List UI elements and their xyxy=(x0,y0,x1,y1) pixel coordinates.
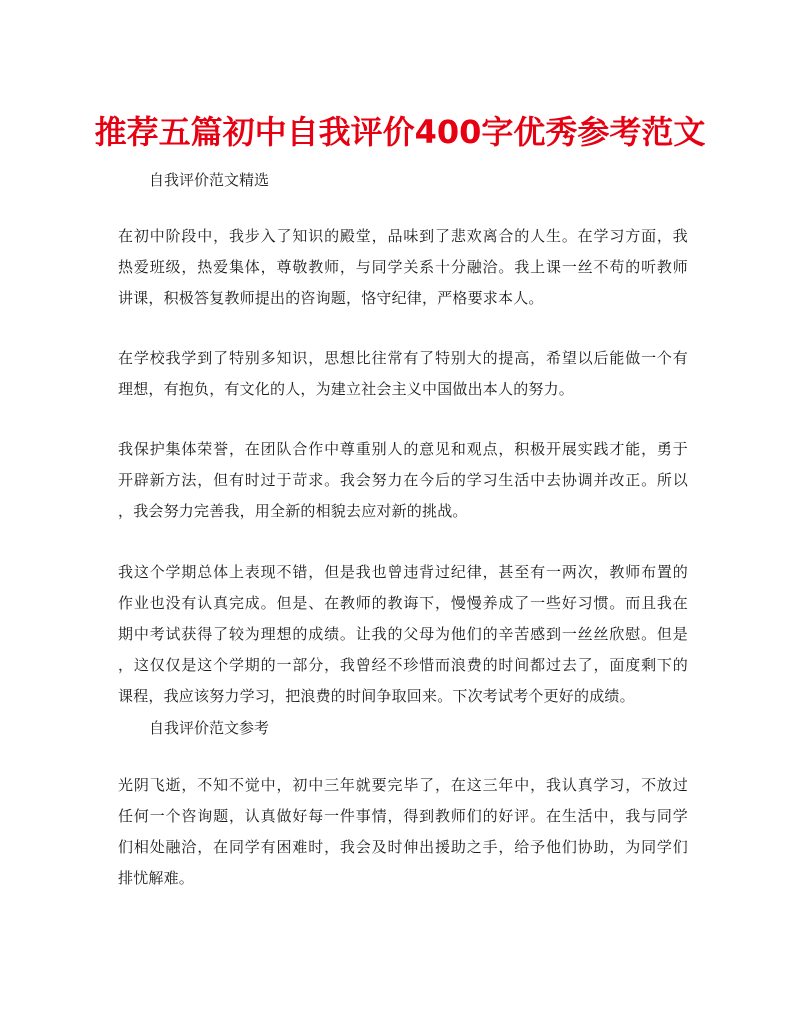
text-line: 我这个学期总体上表现不错，但是我也曾违背过纪律，甚至有一两次，教师布置的 xyxy=(118,563,688,581)
text-line: 理想，有抱负，有文化的人，为建立社会主义中国做出本人的努力。 xyxy=(118,380,575,398)
text-line: ，这仅仅是这个学期的一部分，我曾经不珍惜而浪费的时间都过去了，面度剩下的 xyxy=(118,656,688,674)
text-line: 在初中阶段中，我步入了知识的殿堂，品味到了悲欢离合的人生。在学习方面，我 xyxy=(118,227,688,245)
text-line: ，我会努力完善我，用全新的相貌去应对新的挑战。 xyxy=(118,502,468,520)
text-line: 作业也没有认真完成。但是、在教师的教诲下，慢慢养成了一些好习惯。而且我在 xyxy=(118,594,688,612)
paragraph-2 xyxy=(118,343,688,405)
text-line: 排忧解难。 xyxy=(118,869,195,887)
paragraph-1 xyxy=(118,221,688,314)
text-line: 们相处融洽，在同学有困难时，我会及时伸出援助之手，给予他们协助，为同学们 xyxy=(118,838,688,856)
paragraph-3 xyxy=(118,434,688,527)
text-line: 任何一个咨询题，认真做好每一件事情，得到教师们的好评。在生活中，我与同学 xyxy=(118,807,688,825)
text-line: 光阴飞逝，不知不觉中，初中三年就要完毕了，在这三年中，我认真学习，不放过 xyxy=(118,776,688,794)
paragraph-5 xyxy=(118,770,688,894)
text-line: 热爱班级，热爱集体，尊敬教师，与同学关系十分融洽。我上课一丝不苟的听教师 xyxy=(118,258,688,276)
document-title: 推荐五篇初中自我评价400字优秀参考范文 xyxy=(94,113,706,151)
text-line: 期中考试获得了较为理想的成绩。让我的父母为他们的辛苦感到一丝丝欣慰。但是 xyxy=(118,625,688,643)
text-line: 课程，我应该努力学习，把浪费的时间争取回来。下次考试考个更好的成绩。 xyxy=(118,687,635,705)
text-line: 我保护集体荣誉，在团队合作中尊重别人的意见和观点，积极开展实践才能，勇于 xyxy=(118,440,688,458)
text-line: 在学校我学到了特别多知识，思想比往常有了特别大的提高，希望以后能做一个有 xyxy=(118,349,688,367)
text-line: 开辟新方法，但有时过于苛求。我会努力在今后的学习生活中去协调并改正。所以 xyxy=(118,471,688,489)
paragraph-4 xyxy=(118,557,688,712)
text-line: 讲课，积极答复教师提出的咨询题，恪守纪律，严格要求本人。 xyxy=(118,289,544,307)
section-heading-reference: 自我评价范文参考 xyxy=(149,719,270,737)
section-heading-selected: 自我评价范文精选 xyxy=(149,171,270,189)
